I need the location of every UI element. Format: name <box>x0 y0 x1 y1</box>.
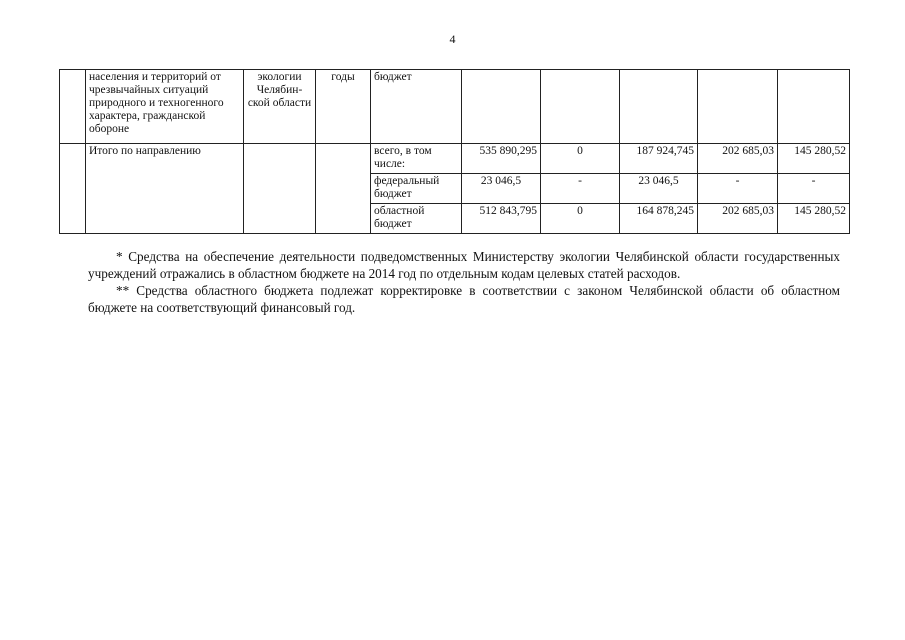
year-value-cell: 0 <box>541 204 620 234</box>
footnotes <box>88 248 840 316</box>
year-value-cell: 187 924,745 <box>620 144 698 174</box>
table-cell <box>620 70 698 144</box>
year-value-cell: - <box>778 174 850 204</box>
funding-source-cell: областной бюджет <box>371 204 462 234</box>
table-row <box>60 144 850 174</box>
executor-cell: экологии Челябин-ской области <box>244 70 316 144</box>
footnote-1: * Средства на обеспечение деятельности подведомственных Министерству экологии Челябинской области государственных учреждений отражались в областном бюджете на 2014 год по отдельным кодам целевых статей расходов. <box>88 249 840 281</box>
year-value-cell: - <box>698 174 778 204</box>
table-cell <box>316 144 371 234</box>
table-cell <box>244 144 316 234</box>
page-number: 4 <box>449 32 456 46</box>
year-value-cell: - <box>541 174 620 204</box>
table-cell <box>462 70 541 144</box>
table-cell <box>698 70 778 144</box>
table-cell <box>778 70 850 144</box>
year-value-cell: 145 280,52 <box>778 204 850 234</box>
funding-source-cell: федеральный бюджет <box>371 174 462 204</box>
measure-name-cell: населения и территорий от чрезвычайных ситуаций природного и техногенного характера, гражданской обороне <box>86 70 244 144</box>
year-value-cell: 164 878,245 <box>620 204 698 234</box>
table-row <box>60 70 850 144</box>
footnote-2: ** Средства областного бюджета подлежат корректировке в соответствии с законом Челябинской области об областном бюджете на соответствующий финансовый год. <box>88 283 840 315</box>
total-value-cell: 535 890,295 <box>462 144 541 174</box>
year-value-cell: 0 <box>541 144 620 174</box>
table-cell <box>60 70 86 144</box>
year-value-cell: 202 685,03 <box>698 204 778 234</box>
table-cell <box>541 70 620 144</box>
total-value-cell: 23 046,5 <box>462 174 541 204</box>
budget-table <box>59 69 850 234</box>
period-cell: годы <box>316 70 371 144</box>
funding-source-cell: всего, в том числе: <box>371 144 462 174</box>
table-cell <box>60 144 86 234</box>
funding-source-cell: бюджет <box>371 70 462 144</box>
total-value-cell: 512 843,795 <box>462 204 541 234</box>
total-label-cell: Итого по направлению <box>86 144 244 234</box>
year-value-cell: 202 685,03 <box>698 144 778 174</box>
year-value-cell: 23 046,5 <box>620 174 698 204</box>
year-value-cell: 145 280,52 <box>778 144 850 174</box>
